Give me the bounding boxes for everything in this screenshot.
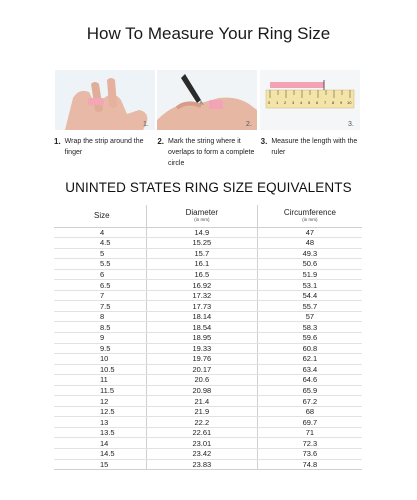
- circumference-cell: 47: [257, 227, 362, 238]
- instruction-steps: [54, 136, 364, 169]
- table-row: [54, 354, 362, 365]
- ruler-tick-10: 10: [346, 100, 352, 105]
- step-2-text: Mark the string where it overlaps to form a complete circle: [168, 138, 255, 167]
- table-row: [54, 448, 362, 459]
- size-cell: 5: [54, 248, 146, 259]
- table-row: [54, 290, 362, 301]
- table-row: [54, 385, 362, 396]
- table-row: [54, 396, 362, 407]
- header-circumference-label: Circumference: [283, 208, 336, 218]
- step-3: [261, 136, 364, 169]
- header-size-label: Size: [94, 211, 110, 221]
- size-cell: 13: [54, 417, 146, 428]
- ruler-tick-6: 6: [315, 100, 318, 105]
- circumference-cell: 64.6: [257, 375, 362, 386]
- table-row: [54, 364, 362, 375]
- diameter-cell: 23.83: [146, 459, 257, 470]
- size-cell: 6: [54, 269, 146, 280]
- circumference-cell: 53.1: [257, 280, 362, 291]
- diameter-cell: 21.9: [146, 406, 257, 417]
- size-cell: 5.5: [54, 259, 146, 270]
- circumference-cell: 54.4: [257, 290, 362, 301]
- size-cell: 7.5: [54, 301, 146, 312]
- size-cell: 12.5: [54, 406, 146, 417]
- circumference-cell: 50.6: [257, 259, 362, 270]
- size-cell: 9: [54, 332, 146, 343]
- circumference-cell: 69.7: [257, 417, 362, 428]
- table-row: [54, 438, 362, 449]
- diameter-cell: 18.14: [146, 311, 257, 322]
- header-diameter: [146, 205, 257, 227]
- table-row: [54, 301, 362, 312]
- table-row: [54, 259, 362, 270]
- size-cell: 9.5: [54, 343, 146, 354]
- header-diameter-unit: (in mm): [194, 217, 210, 223]
- table-row: [54, 459, 362, 470]
- ruler-tick-8: 8: [331, 100, 334, 105]
- diameter-cell: 17.32: [146, 290, 257, 301]
- table-row: [54, 427, 362, 438]
- circumference-cell: 49.3: [257, 248, 362, 259]
- circumference-cell: 65.9: [257, 385, 362, 396]
- page-title: How To Measure Your Ring Size: [86, 24, 331, 43]
- circumference-cell: 67.2: [257, 396, 362, 407]
- circumference-cell: 60.8: [257, 343, 362, 354]
- diameter-cell: 19.76: [146, 354, 257, 365]
- diameter-cell: 18.54: [146, 322, 257, 333]
- table-row: [54, 227, 362, 238]
- size-cell: 4: [54, 227, 146, 238]
- size-cell: 15: [54, 459, 146, 470]
- size-cell: 4.5: [54, 238, 146, 249]
- step-1: [54, 136, 157, 169]
- diameter-cell: 16.1: [146, 259, 257, 270]
- circumference-cell: 57: [257, 311, 362, 322]
- diameter-cell: 17.73: [146, 301, 257, 312]
- header-size: [54, 205, 146, 227]
- photo-label-1: 1.: [143, 121, 149, 128]
- circumference-cell: 74.8: [257, 459, 362, 470]
- table-row: [54, 343, 362, 354]
- table-body: [54, 227, 362, 470]
- ruler-tick-7: 7: [323, 100, 326, 105]
- ruler-tick-2: 2: [283, 100, 286, 105]
- diameter-cell: 22.61: [146, 427, 257, 438]
- size-cell: 13.5: [54, 427, 146, 438]
- photo-measure-ruler: [260, 70, 360, 130]
- ruler-tick-0: 0: [267, 100, 270, 105]
- circumference-cell: 71: [257, 427, 362, 438]
- circumference-cell: 58.3: [257, 322, 362, 333]
- table-row: [54, 269, 362, 280]
- table-row: [54, 375, 362, 386]
- header-circumference: [257, 205, 362, 227]
- step-2: [157, 136, 260, 169]
- photo-mark-string: [157, 70, 257, 130]
- diameter-cell: 21.4: [146, 396, 257, 407]
- circumference-cell: 72.3: [257, 438, 362, 449]
- diameter-cell: 23.01: [146, 438, 257, 449]
- table-row: [54, 332, 362, 343]
- size-cell: 14: [54, 438, 146, 449]
- step-1-number: 1.: [54, 137, 61, 146]
- ring-size-table: [54, 205, 362, 470]
- header-circumference-unit: (in mm): [302, 217, 318, 223]
- table-row: [54, 248, 362, 259]
- table-row: [54, 238, 362, 249]
- table-row: [54, 280, 362, 291]
- circumference-cell: 62.1: [257, 354, 362, 365]
- table-row: [54, 406, 362, 417]
- ruler-tick-5: 5: [307, 100, 310, 105]
- size-cell: 8.5: [54, 322, 146, 333]
- size-cell: 7: [54, 290, 146, 301]
- step-2-number: 2.: [157, 137, 164, 146]
- header-diameter-label: Diameter: [185, 208, 219, 218]
- size-cell: 11: [54, 375, 146, 386]
- diameter-cell: 16.5: [146, 269, 257, 280]
- step-1-text: Wrap the strip around the finger: [64, 138, 144, 156]
- photo-label-2: 2.: [246, 121, 253, 128]
- circumference-cell: 48: [257, 238, 362, 249]
- diameter-cell: 16.92: [146, 280, 257, 291]
- circumference-cell: 68: [257, 406, 362, 417]
- circumference-cell: 63.4: [257, 364, 362, 375]
- ruler-tick-4: 4: [299, 100, 302, 105]
- diameter-cell: 23.42: [146, 448, 257, 459]
- section-title: UNINTED STATES RING SIZE EQUIVALENTS: [65, 180, 352, 195]
- diameter-cell: 20.17: [146, 364, 257, 375]
- ruler-tick-9: 9: [339, 100, 342, 105]
- diameter-cell: 19.33: [146, 343, 257, 354]
- photo-label-3: 3.: [347, 121, 354, 128]
- table-row: [54, 311, 362, 322]
- size-cell: 10: [54, 354, 146, 365]
- photo-wrap-strip: [55, 70, 155, 130]
- diameter-cell: 15.7: [146, 248, 257, 259]
- table-header-row: [54, 205, 362, 227]
- diameter-cell: 22.2: [146, 417, 257, 428]
- diameter-cell: 15.25: [146, 238, 257, 249]
- size-cell: 8: [54, 311, 146, 322]
- table-row: [54, 322, 362, 333]
- circumference-cell: 55.7: [257, 301, 362, 312]
- instruction-photos: [55, 70, 360, 130]
- size-cell: 10.5: [54, 364, 146, 375]
- circumference-cell: 59.6: [257, 332, 362, 343]
- size-cell: 14.5: [54, 448, 146, 459]
- size-cell: 11.5: [54, 385, 146, 396]
- ruler-tick-1: 1: [275, 100, 278, 105]
- step-3-number: 3.: [260, 137, 268, 146]
- circumference-cell: 51.9: [257, 269, 362, 280]
- circumference-cell: 73.6: [257, 448, 362, 459]
- size-cell: 12: [54, 396, 146, 407]
- diameter-cell: 20.6: [146, 375, 257, 386]
- diameter-cell: 14.9: [146, 227, 257, 238]
- table-row: [54, 417, 362, 428]
- diameter-cell: 20.98: [146, 385, 257, 396]
- step-3-text: Measure the length with the ruler: [271, 138, 358, 156]
- size-cell: 6.5: [54, 280, 146, 291]
- ruler-tick-3: 3: [291, 100, 294, 105]
- diameter-cell: 18.95: [146, 332, 257, 343]
